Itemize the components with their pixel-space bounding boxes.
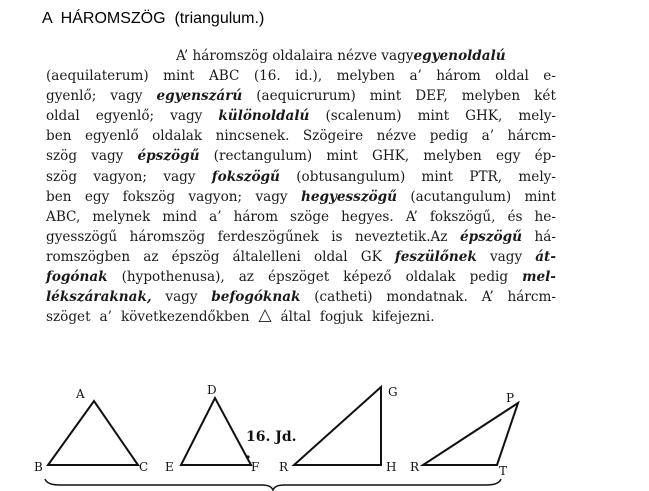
word: melyben — [461, 88, 521, 105]
word: a’ — [481, 128, 495, 145]
vertex-label-a: A — [76, 387, 85, 401]
word: (rectangulum) — [213, 148, 313, 165]
triangle-abc — [48, 401, 138, 465]
triangle-def — [181, 398, 251, 465]
word: he- — [534, 208, 556, 225]
word: vagy — [110, 88, 143, 105]
word: fokszög — [122, 188, 176, 205]
word: melynek — [92, 208, 151, 225]
bottom-brace — [45, 479, 501, 490]
text-line — [46, 106, 556, 126]
triangle-ptr — [423, 403, 518, 465]
word: (16. — [253, 68, 281, 85]
text-line — [46, 86, 556, 106]
word: mely- — [518, 108, 556, 125]
triangles-figure — [0, 378, 649, 491]
word: oldal — [313, 248, 348, 265]
word: vagyon; — [188, 188, 243, 205]
word: vagy — [165, 289, 198, 306]
word: épszögű — [460, 228, 522, 245]
word: egy — [495, 148, 521, 165]
text-line — [46, 167, 556, 187]
word: melyben — [336, 68, 396, 85]
word: szög — [46, 148, 78, 165]
word: oldalak — [405, 269, 456, 286]
word: hárcm- — [507, 128, 556, 145]
vertex-label-e: E — [165, 460, 174, 474]
word: mondatnak. — [386, 289, 468, 306]
text-line — [46, 187, 556, 207]
word: mint — [369, 88, 402, 105]
text-line — [46, 146, 556, 166]
word: épszög — [171, 248, 220, 265]
word: egyenlő; — [95, 108, 155, 125]
word: vagy — [489, 248, 523, 265]
word: által — [280, 309, 311, 326]
vertex-label-r: R — [279, 460, 289, 474]
word: háromszög — [129, 228, 206, 245]
word: (catheti) — [314, 289, 373, 306]
word: (acutangulum) — [410, 188, 512, 205]
word: A’ háromszög oldalaira nézve vagy — [176, 48, 414, 64]
word: következendőkben — [120, 309, 250, 326]
word: az — [143, 248, 159, 265]
word: nézve — [376, 128, 417, 145]
word: három — [233, 208, 278, 225]
word: fogónak — [46, 269, 108, 286]
vertex-label-p: P — [506, 391, 515, 405]
word: ben — [46, 188, 72, 205]
word: mely- — [518, 168, 556, 185]
word: egyenoldalú — [413, 48, 506, 64]
text-line — [46, 267, 556, 287]
word: (obtusangulum) — [296, 168, 406, 185]
word: GK — [360, 248, 382, 265]
vertex-label-r2: R — [410, 460, 420, 474]
word: három — [436, 68, 481, 85]
word: vagy — [255, 188, 288, 205]
word: (aequilaterum) — [46, 68, 149, 85]
word: fokszögű — [211, 168, 280, 185]
word: mint — [524, 188, 556, 205]
word: hegyesszögű — [300, 188, 398, 205]
word: az — [238, 269, 254, 286]
text-line — [46, 126, 556, 146]
word: GHK, — [465, 108, 503, 125]
word: ABC, — [46, 208, 81, 225]
vertex-label-c: C — [139, 460, 149, 474]
word: mind — [162, 208, 198, 225]
mark-dot — [246, 455, 249, 458]
word: vagy — [91, 148, 124, 165]
word: általelleni — [232, 248, 301, 265]
word: szöge — [290, 208, 330, 225]
word: A’ — [405, 208, 418, 225]
word: lékszáraknak, — [46, 289, 152, 306]
word: (aequicrurum) — [256, 88, 356, 105]
word: egy — [84, 188, 110, 205]
word: romszögben — [46, 248, 131, 265]
word: pedig — [429, 128, 469, 145]
word: vagy — [163, 168, 196, 185]
word: mint — [417, 108, 450, 125]
word: ferdeszögűnek — [217, 228, 319, 245]
triangle-symbol: △ — [258, 305, 272, 326]
word: képező — [343, 269, 392, 286]
word: szöget — [46, 309, 91, 326]
word: mint — [163, 68, 195, 85]
word: pedig — [469, 269, 509, 286]
word: DEF, — [415, 88, 448, 105]
word: gyesszögű — [46, 228, 118, 245]
word: fokszögű, — [429, 208, 496, 225]
text-line — [46, 227, 556, 247]
word: két — [534, 88, 556, 105]
word: épszögű — [137, 148, 200, 165]
word: melyben — [423, 148, 482, 165]
word: és — [507, 208, 523, 225]
word: szög — [46, 168, 78, 185]
text-line — [46, 287, 556, 307]
word: egyenszárú — [156, 88, 243, 105]
word: mint — [421, 168, 454, 185]
word: a’ — [99, 309, 112, 326]
word: oldal — [46, 108, 80, 125]
vertex-label-d: D — [207, 383, 217, 397]
word: oldalak — [152, 128, 203, 145]
word: GHK, — [371, 148, 410, 165]
vertex-label-h: H — [386, 460, 397, 474]
text-line — [46, 247, 556, 267]
triangle-ghr — [294, 387, 381, 465]
word: a’ — [209, 208, 222, 225]
figure-label: 16. Jd. — [246, 429, 297, 445]
word: (hypothenusa), — [121, 269, 225, 286]
word: különoldalú — [218, 108, 310, 125]
word: feszülőnek — [394, 248, 477, 265]
word: mel- — [522, 269, 556, 286]
word: oldal — [495, 68, 529, 85]
text-line — [46, 307, 556, 327]
vertex-label-t: T — [499, 464, 508, 478]
word: a’ — [409, 68, 422, 85]
word: ép- — [534, 148, 556, 165]
word: befogóknak — [211, 289, 301, 306]
paragraph-text — [46, 46, 556, 327]
word: kifejezni. — [372, 309, 435, 326]
word: PTR, — [469, 168, 503, 185]
word: (scalenum) — [325, 108, 402, 125]
word: neveztetik.Az — [355, 228, 448, 245]
word: mint — [326, 148, 358, 165]
word: e- — [543, 68, 556, 85]
word: egyenlő — [84, 128, 139, 145]
text-line — [46, 46, 556, 66]
word: hárcm- — [507, 289, 556, 306]
word: épszöget — [267, 269, 330, 286]
word: át- — [535, 248, 556, 265]
word: A’ — [481, 289, 494, 306]
word: id.), — [295, 68, 323, 85]
word: is — [331, 228, 343, 245]
word: ben — [46, 128, 72, 145]
word: Szögeire — [302, 128, 364, 145]
vertex-label-b: B — [34, 460, 43, 474]
word: há- — [534, 228, 556, 245]
word: vagy — [170, 108, 203, 125]
page-title: A HÁROMSZÖG (triangulum.) — [42, 10, 265, 27]
vertex-label-f: F — [251, 460, 260, 474]
word: fogjuk — [319, 309, 364, 326]
word: gyenlő; — [46, 88, 97, 105]
word: vagyon; — [93, 168, 148, 185]
word: nincsenek. — [215, 128, 290, 145]
text-line — [46, 207, 556, 227]
word: hegyes. — [341, 208, 394, 225]
vertex-label-g: G — [388, 385, 398, 399]
text-line — [46, 66, 556, 86]
word: ABC — [208, 68, 240, 85]
